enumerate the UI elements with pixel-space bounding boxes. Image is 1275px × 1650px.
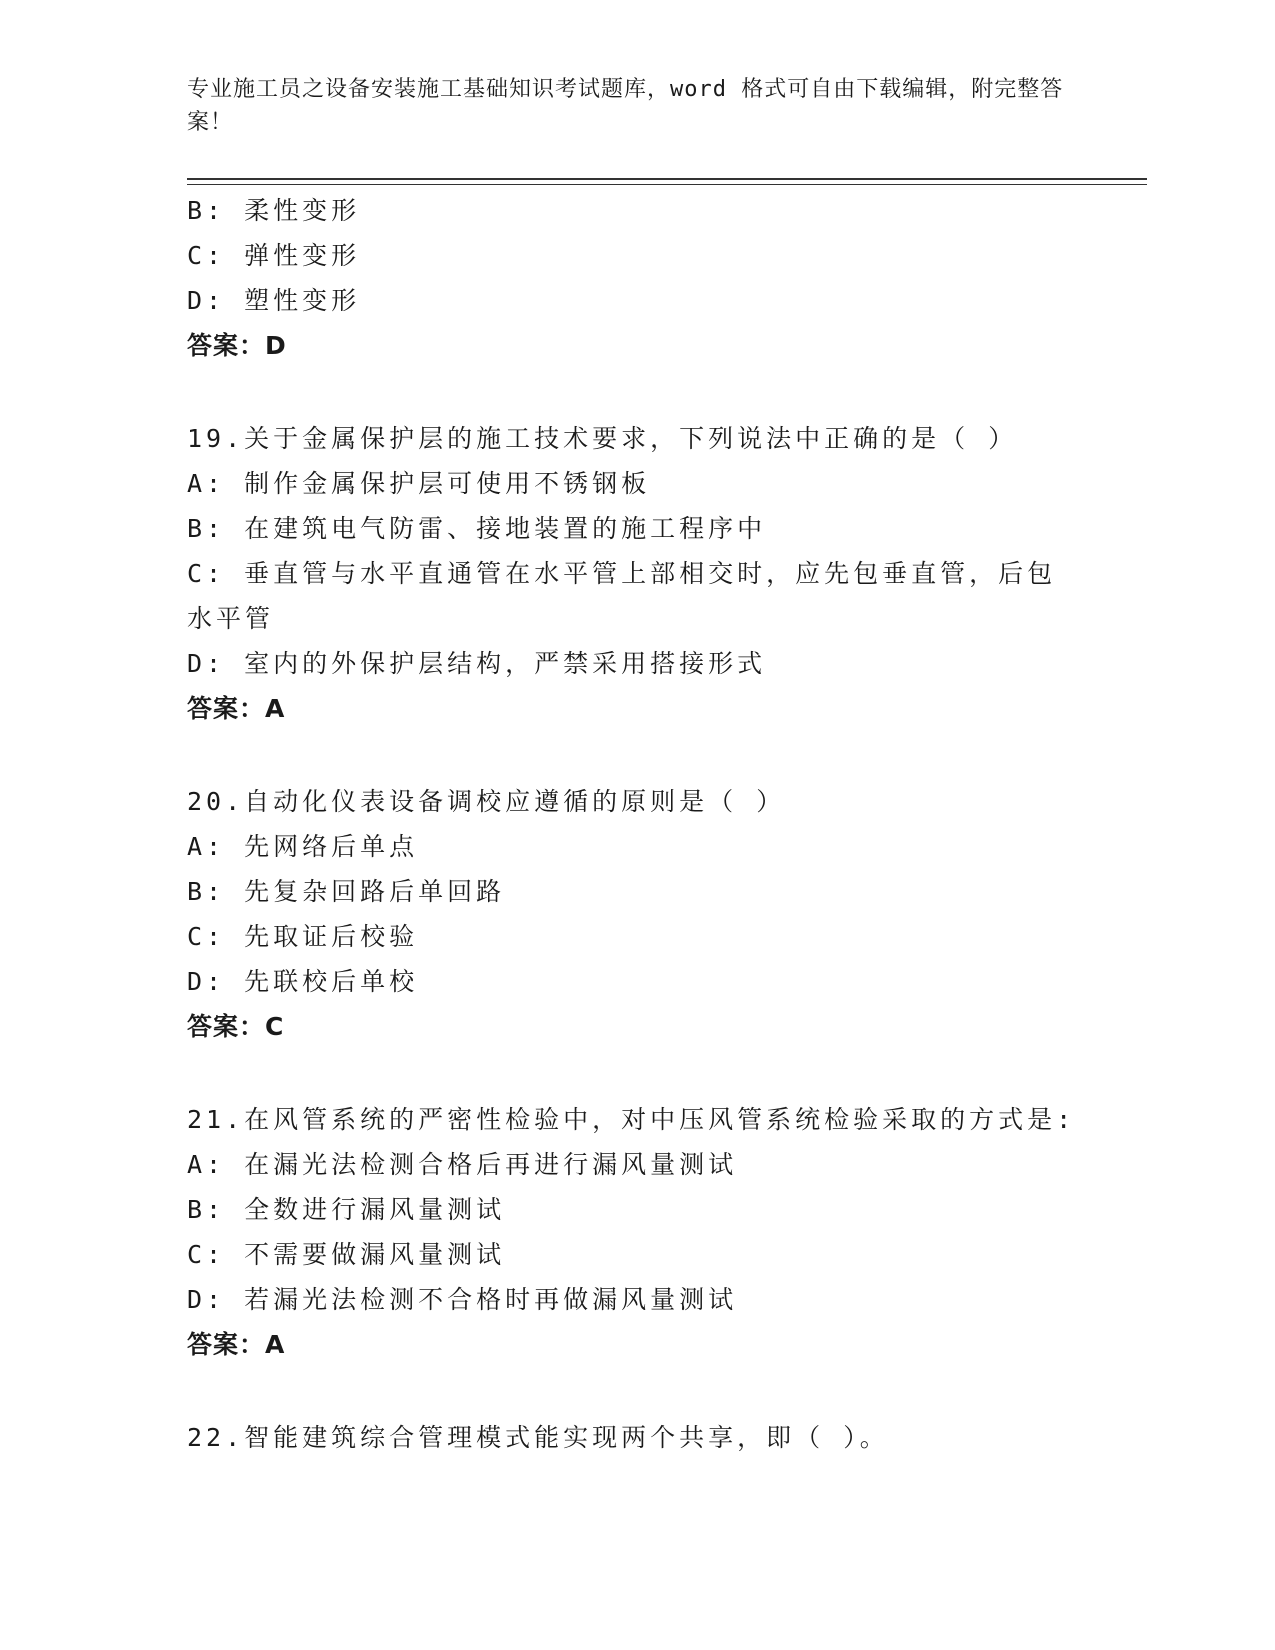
option-c: C: 弹性变形: [187, 241, 361, 270]
option-d: D: 先联校后单校: [187, 967, 419, 996]
option-c: C: 不需要做漏风量测试: [187, 1240, 506, 1269]
answer-value: A: [265, 1330, 286, 1359]
answer-label: 答案：: [187, 1330, 266, 1359]
question-stem: 22.智能建筑综合管理模式能实现两个共享，即（ ）。: [187, 1423, 889, 1452]
question-20: [187, 779, 1147, 1049]
answer-value: C: [265, 1012, 285, 1041]
question-21: [187, 1097, 1147, 1367]
answer-value: A: [265, 694, 286, 723]
question-stem: 19.关于金属保护层的施工技术要求，下列说法中正确的是（ ）: [187, 424, 1018, 453]
option-c: C: 垂直管与水平直通管在水平管上部相交时，应先包垂直管，后包水平管: [187, 559, 1057, 633]
question-22: [187, 1415, 1147, 1460]
answer-line: [187, 323, 1147, 368]
answer-line: [187, 686, 1147, 731]
answer-label: 答案：: [187, 694, 266, 723]
answer-label: 答案：: [187, 1012, 266, 1041]
header-rule-thick: [187, 178, 1147, 180]
option-a: A: 制作金属保护层可使用不锈钢板: [187, 469, 651, 498]
document-page: [187, 0, 1147, 1650]
option-b: B: 在建筑电气防雷、接地装置的施工程序中: [187, 514, 767, 543]
question-stem: 21.在风管系统的严密性检验中，对中压风管系统检验采取的方式是:: [187, 1105, 1076, 1134]
option-a: A: 先网络后单点: [187, 832, 419, 861]
document-header: 专业施工员之设备安装施工基础知识考试题库，word 格式可自由下载编辑，附完整答案！: [187, 77, 1064, 135]
option-b: B: 全数进行漏风量测试: [187, 1195, 506, 1224]
option-d: D: 若漏光法检测不合格时再做漏风量测试: [187, 1285, 738, 1314]
answer-line: [187, 1322, 1147, 1367]
question-stem: 20.自动化仪表设备调校应遵循的原则是（ ）: [187, 787, 786, 816]
option-b: B: 先复杂回路后单回路: [187, 877, 506, 906]
question-19: [187, 416, 1147, 731]
answer-value: D: [265, 331, 287, 360]
answer-label: 答案：: [187, 331, 266, 360]
answer-line: [187, 1004, 1147, 1049]
header-rule-thin: [187, 184, 1147, 185]
option-d: D: 室内的外保护层结构，严禁采用搭接形式: [187, 649, 767, 678]
option-a: A: 在漏光法检测合格后再进行漏风量测试: [187, 1150, 738, 1179]
option-d: D: 塑性变形: [187, 286, 361, 315]
option-b: B: 柔性变形: [187, 196, 361, 225]
option-c: C: 先取证后校验: [187, 922, 419, 951]
question-18-continued: [187, 188, 1147, 368]
document-content: [187, 188, 1147, 1460]
